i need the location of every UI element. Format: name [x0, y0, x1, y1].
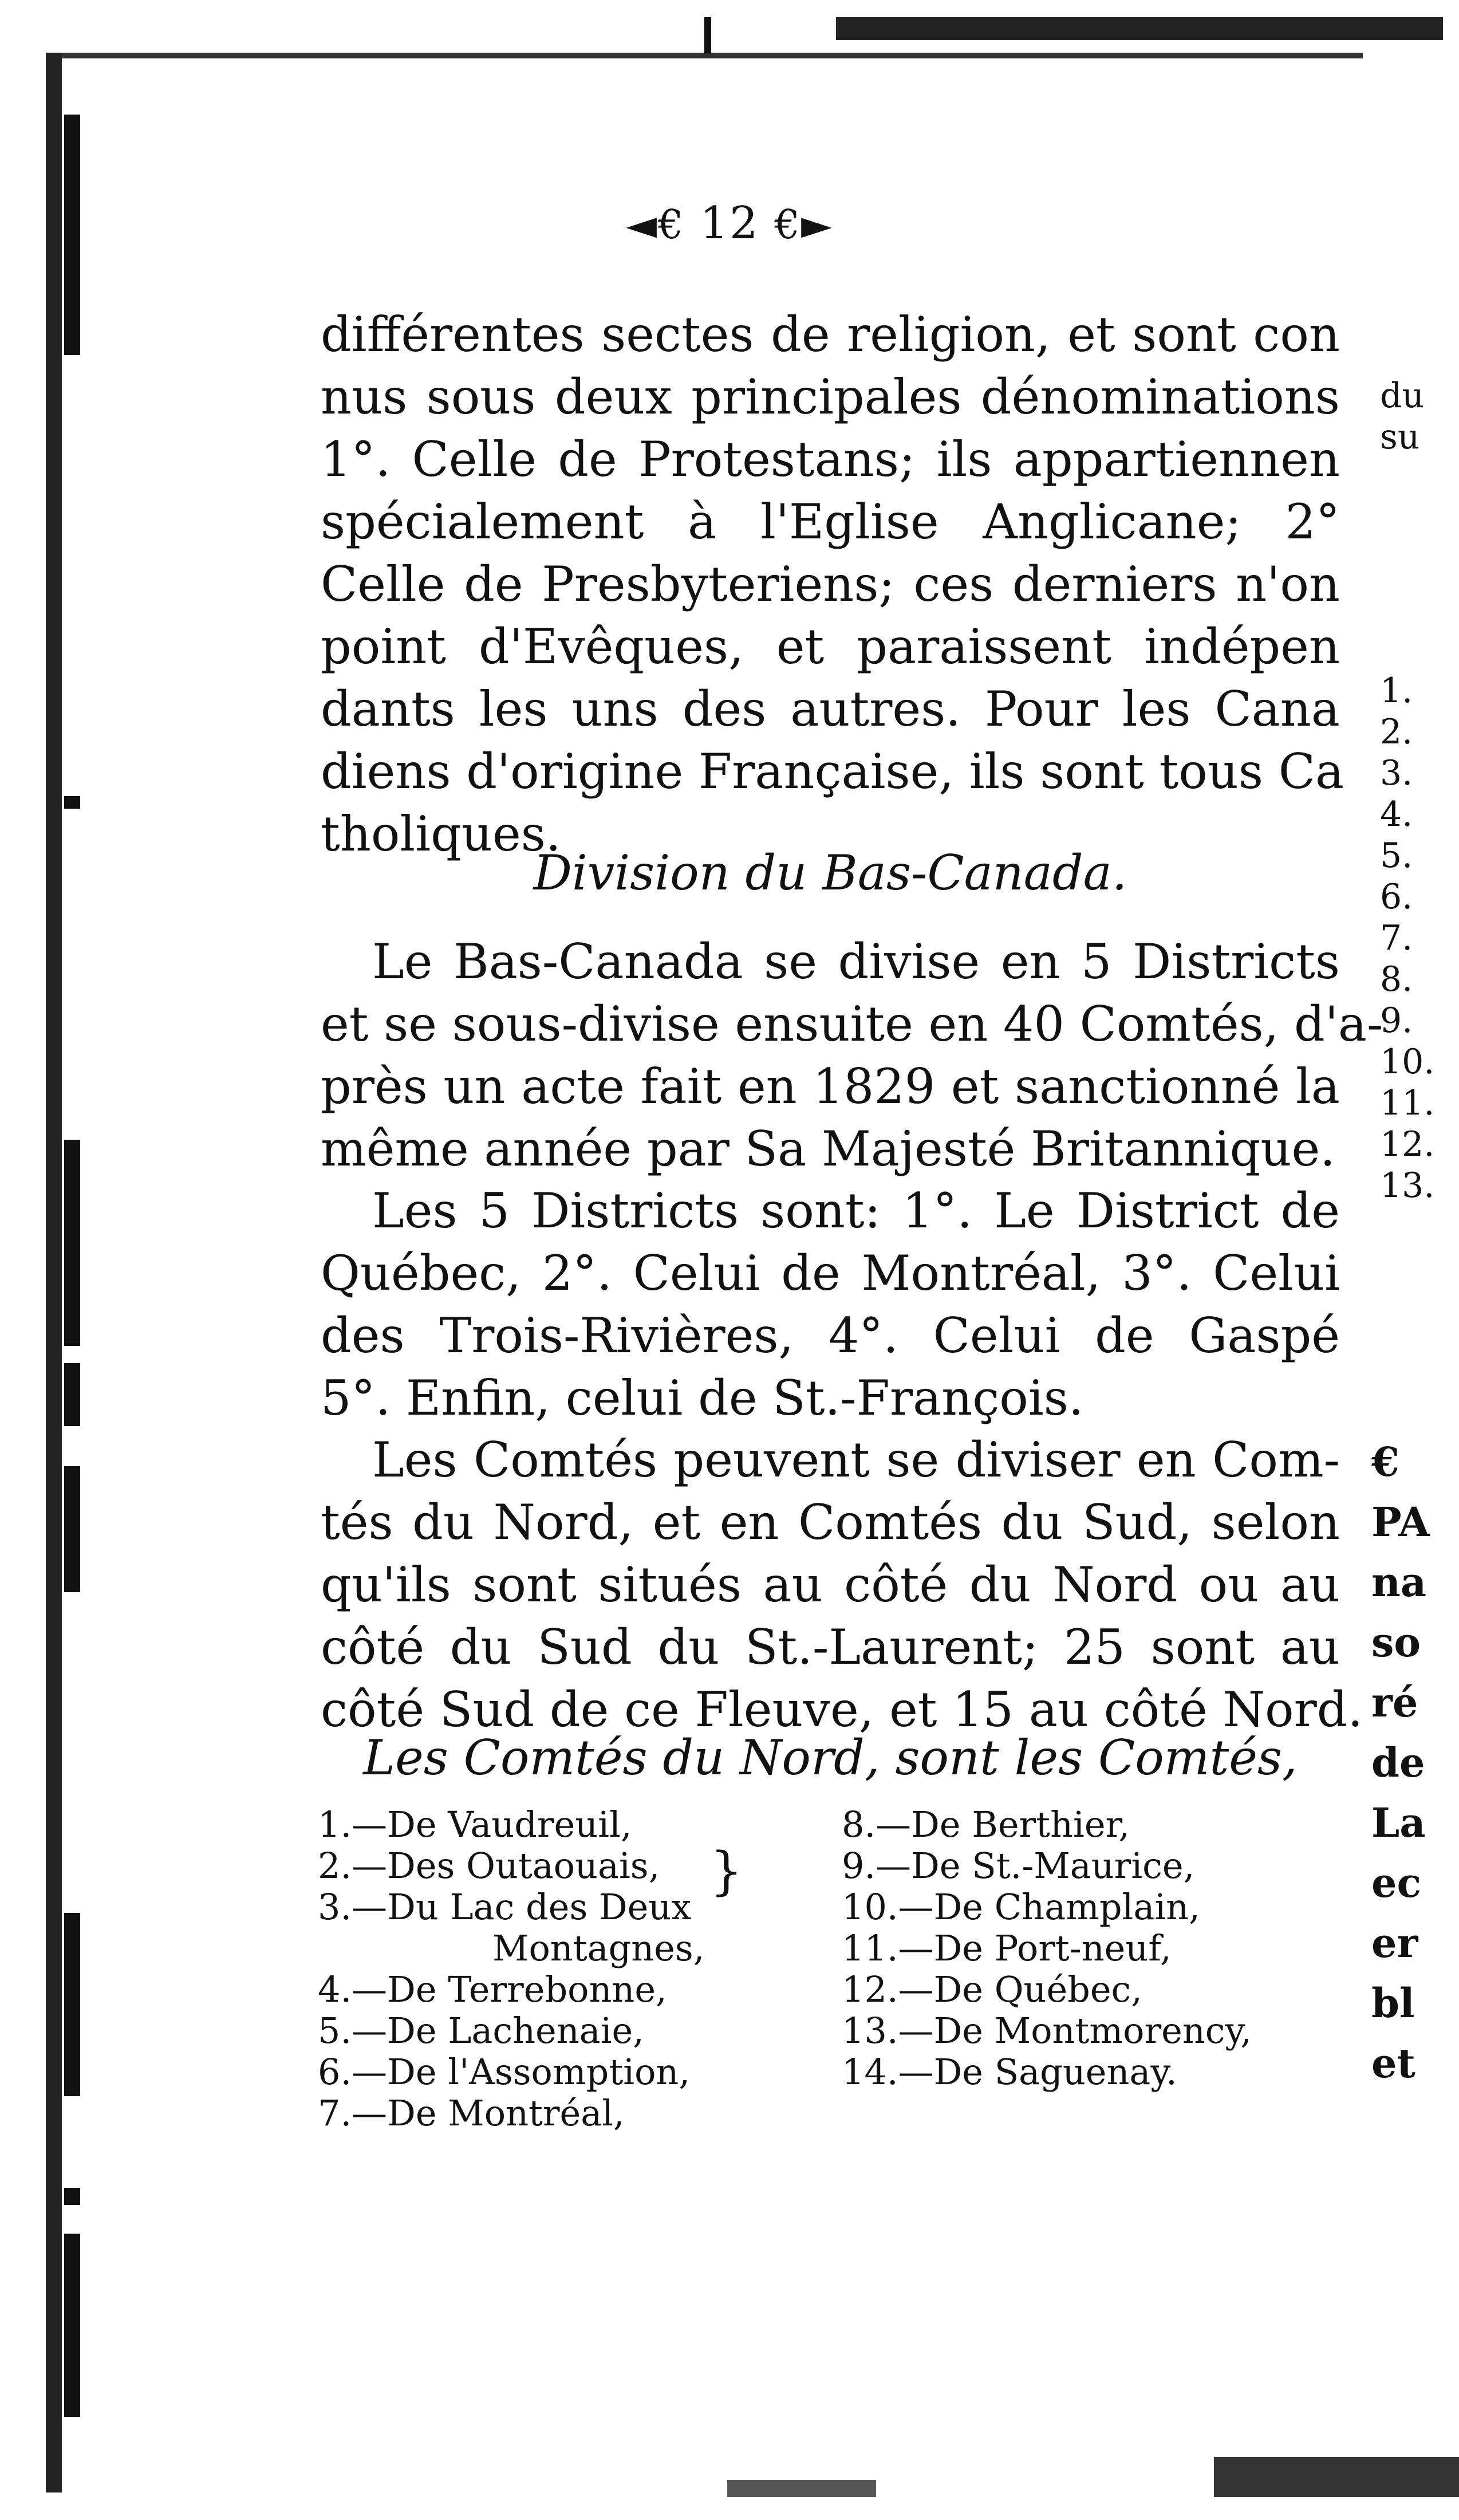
list-item: 6.—De l'Assomption, — [318, 2051, 691, 2093]
text-line: côté du Sud du St.-Laurent; 25 sont au — [321, 1619, 1340, 1675]
margin-text: 6. — [1380, 877, 1413, 917]
brace-icon: } — [710, 1841, 743, 1901]
scan-artifact — [46, 53, 1363, 58]
text-line: diens d'origine Française, ils sont tous Ca — [321, 743, 1344, 800]
paragraph-religion — [321, 304, 1344, 865]
list-item: 10.—De Champlain, — [842, 1886, 1200, 1928]
margin-text: € — [1371, 1438, 1399, 1486]
scan-artifact — [1214, 2457, 1459, 2497]
list-heading: Les Comtés du Nord, sont les Comtés, — [363, 1730, 1298, 1786]
text-line: tés du Nord, et en Comtés du Sud, selon — [321, 1494, 1340, 1550]
margin-text: ré — [1371, 1679, 1418, 1726]
text-line: même année par Sa Majesté Britannique. — [321, 1121, 1335, 1177]
margin-text: so — [1371, 1619, 1421, 1666]
margin-text: de — [1371, 1739, 1425, 1786]
scan-artifact — [64, 1466, 80, 1592]
margin-text: 5. — [1380, 836, 1413, 876]
text-line: Celle de Presbyteriens; ces derniers n'on — [321, 556, 1340, 612]
list-item: 7.—De Montréal, — [318, 2092, 625, 2134]
adjacent-page-numbers — [1380, 670, 1434, 1206]
margin-text: du — [1380, 376, 1425, 416]
margin-text: bl — [1371, 1979, 1415, 2027]
list-item: 2.—Des Outaouais, — [318, 1845, 660, 1887]
ornament-right-icon: €► — [774, 201, 833, 248]
adjacent-page-fragment — [1371, 1432, 1430, 2093]
paragraph-comtes — [321, 1429, 1363, 1741]
list-item: 1.—De Vaudreuil, — [318, 1804, 632, 1845]
list-item: 12.—De Québec, — [842, 1968, 1142, 2010]
scan-artifact — [836, 17, 1443, 40]
margin-text: ec — [1371, 1859, 1422, 1907]
list-item: 4.—De Terrebonne, — [318, 1968, 667, 2010]
list-item: Montagnes, — [492, 1927, 705, 1969]
margin-text: 2. — [1380, 712, 1413, 752]
list-item: 13.—De Montmorency, — [842, 2010, 1252, 2052]
margin-text: er — [1371, 1919, 1418, 1967]
text-line: point d'Evêques, et paraissent indépen — [321, 619, 1340, 675]
margin-text: 9. — [1380, 1001, 1413, 1041]
margin-text: La — [1371, 1799, 1426, 1846]
text-line: et se sous-divise ensuite en 40 Comtés, d'a- — [321, 996, 1383, 1052]
scan-artifact — [64, 2188, 80, 2205]
scan-artifact — [64, 796, 80, 809]
paragraph-districts — [321, 1180, 1340, 1430]
text-line: 1°. Celle de Protestans; ils appartiennen — [321, 431, 1340, 487]
text-line: Les Comtés peuvent se diviser en Com- — [372, 1432, 1340, 1488]
scan-artifact — [704, 17, 711, 57]
scan-artifact — [64, 1913, 80, 2096]
text-line: spécialement à l'Eglise Anglicane; 2° — [321, 494, 1340, 550]
margin-text: 1. — [1380, 671, 1413, 711]
text-line: tholiques. — [321, 806, 561, 862]
county-list-right — [842, 1804, 1252, 2093]
margin-text: su — [1380, 417, 1420, 457]
margin-text: 8. — [1380, 959, 1413, 999]
margin-text: 12. — [1380, 1124, 1435, 1164]
list-item: 3.—Du Lac des Deux — [318, 1886, 692, 1928]
text-line: Le Bas-Canada se divise en 5 Districts — [372, 934, 1340, 990]
scan-artifact — [727, 2480, 876, 2497]
scan-artifact — [64, 2234, 80, 2417]
ornament-left-icon: ◄€ — [626, 201, 685, 248]
text-line: près un acte fait en 1829 et sanctionné la — [321, 1058, 1340, 1115]
text-line: Québec, 2°. Celui de Montréal, 3°. Celui — [321, 1245, 1340, 1301]
scan-artifact — [64, 1140, 80, 1346]
text-line: différentes sectes de religion, et sont con — [321, 306, 1340, 363]
county-list-left — [318, 1804, 704, 2134]
margin-text: et — [1371, 2039, 1415, 2087]
margin-text: 11. — [1380, 1083, 1435, 1123]
list-item: 9.—De St.-Maurice, — [842, 1845, 1195, 1887]
text-line: des Trois-Rivières, 4°. Celui de Gaspé — [321, 1308, 1340, 1364]
scan-artifact — [64, 1363, 80, 1426]
margin-text: PA — [1371, 1498, 1430, 1546]
list-item: 5.—De Lachenaie, — [318, 2010, 644, 2052]
text-line: dants les uns des autres. Pour les Cana — [321, 681, 1340, 737]
page-edge — [46, 53, 62, 2493]
paragraph-division — [321, 931, 1383, 1180]
text-line: nus sous deux principales dénominations — [321, 369, 1340, 425]
margin-text: na — [1371, 1558, 1427, 1606]
margin-text: 3. — [1380, 753, 1413, 793]
section-heading: Division du Bas-Canada. — [533, 845, 1127, 901]
list-item: 8.—De Berthier, — [842, 1804, 1130, 1845]
page-number: 12 — [700, 198, 759, 249]
list-item: 14.—De Saguenay. — [842, 2051, 1177, 2093]
list-item: 11.—De Port-neuf, — [842, 1927, 1172, 1969]
adjacent-page-margin — [1380, 375, 1424, 458]
margin-text: 13. — [1380, 1166, 1435, 1206]
text-line: côté Sud de ce Fleuve, et 15 au côté Nord. — [321, 1682, 1363, 1738]
margin-text: 10. — [1380, 1042, 1435, 1082]
page-number-header — [0, 198, 1459, 249]
text-line: Les 5 Districts sont: 1°. Le District de — [372, 1183, 1340, 1239]
margin-text: 7. — [1380, 918, 1413, 958]
margin-text: 4. — [1380, 794, 1413, 834]
text-line: 5°. Enfin, celui de St.-François. — [321, 1370, 1084, 1426]
text-line: qu'ils sont situés au côté du Nord ou au — [321, 1557, 1340, 1613]
